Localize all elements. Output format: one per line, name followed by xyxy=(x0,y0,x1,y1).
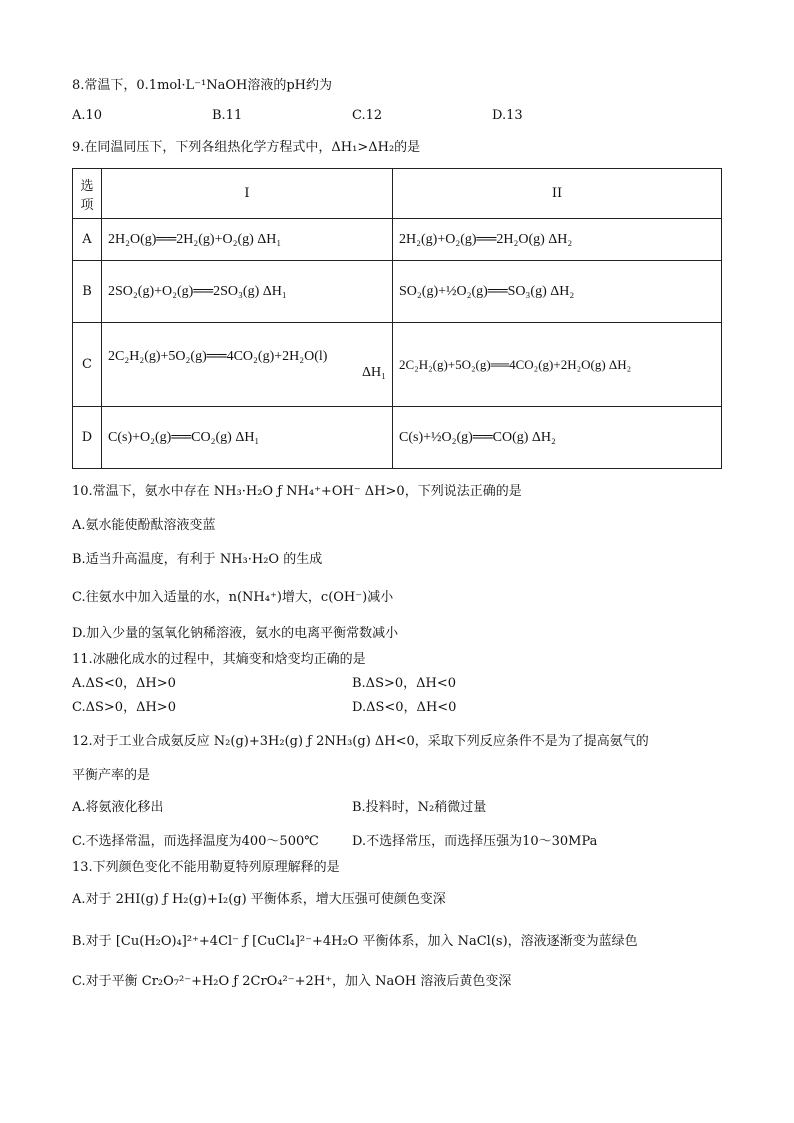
row-option: C xyxy=(73,323,102,407)
equation-text: C(s)+O₂(g)══CO₂(g) ΔH₁ xyxy=(108,429,260,445)
row-equation-II xyxy=(393,407,722,469)
q11-option-d: D.ΔS<0，ΔH<0 xyxy=(352,700,457,715)
row-equation-II xyxy=(393,219,722,261)
q10-option-a: A.氨水能使酚酞溶液变蓝 xyxy=(72,518,216,533)
equation-text: 2H₂O(g)══2H₂(g)+O₂(g) ΔH₁ xyxy=(108,231,282,247)
row-option: A xyxy=(73,219,102,261)
q11-option-c: C.ΔS>0，ΔH>0 xyxy=(72,700,176,715)
q10-option-b: B.适当升高温度，有利于 NH₃·H₂O 的生成 xyxy=(72,552,323,567)
q13-option-b: B.对于 [Cu(H₂O)₄]²⁺+4Cl⁻ ƒ [CuCl₄]²⁻+4H₂O 平衡体系，加入 NaCl(s)，溶液逐渐变为蓝绿色 xyxy=(72,934,638,949)
row-equation-I xyxy=(102,407,393,469)
equation-text: 2C₂H₂(g)+5O₂(g)══4CO₂(g)+2H₂O(l) xyxy=(108,348,328,364)
q10-stem: 10.常温下，氨水中存在 NH₃·H₂O ƒ NH₄⁺+OH⁻ ΔH>0，下列说法正确的是 xyxy=(72,484,522,499)
equation-text: 2C₂H₂(g)+5O₂(g)══4CO₂(g)+2H₂O(g) ΔH₂ xyxy=(399,356,632,372)
q8-option-a: A.10 xyxy=(72,108,103,123)
q8-option-c: C.12 xyxy=(352,108,383,123)
q8-stem: 8.常温下，0.1mol·L⁻¹NaOH溶液的pH约为 xyxy=(72,78,333,93)
equation-text: 2H₂(g)+O₂(g)══2H₂O(g) ΔH₂ xyxy=(399,231,573,247)
table-header-row xyxy=(73,169,722,219)
row-equation-I xyxy=(102,261,393,323)
row-option: D xyxy=(73,407,102,469)
equation-text: 2SO₂(g)+O₂(g)══2SO₃(g) ΔH₁ xyxy=(108,283,287,299)
equation-text: C(s)+½O₂(g)══CO(g) ΔH₂ xyxy=(399,429,556,445)
q8-option-b: B.11 xyxy=(212,108,243,123)
equation-text: SO₂(g)+½O₂(g)══SO₃(g) ΔH₂ xyxy=(399,283,575,299)
q10-option-c: C.往氨水中加入适量的水，n(NH₄⁺)增大，c(OH⁻)减小 xyxy=(72,590,394,605)
q12-option-b: B.投料时，N₂稍微过量 xyxy=(352,800,487,815)
q12-option-c: C.不选择常温，而选择温度为400～500℃ xyxy=(72,834,319,849)
table-row xyxy=(73,407,722,469)
q12-option-a: A.将氨液化移出 xyxy=(72,800,164,815)
q11-stem: 11.冰融化成水的过程中，其熵变和焓变均正确的是 xyxy=(72,652,366,667)
row-equation-I xyxy=(102,323,393,407)
row-equation-II xyxy=(393,323,722,407)
table-row xyxy=(73,219,722,261)
table-row xyxy=(73,323,722,407)
header-II: II xyxy=(393,169,722,219)
q12-option-d: D.不选择常压，而选择压强为10～30MPa xyxy=(352,834,598,849)
q9-table xyxy=(72,168,722,469)
q10-option-d: D.加入少量的氢氧化钠稀溶液，氨水的电离平衡常数减小 xyxy=(72,626,399,641)
table-row xyxy=(73,261,722,323)
header-I: I xyxy=(102,169,393,219)
q8-option-d: D.13 xyxy=(492,108,523,123)
q12-stem-line1: 12.对于工业合成氨反应 N₂(g)+3H₂(g) ƒ 2NH₃(g) ΔH<0，采取下列反应条件不是为了提高氨气的 xyxy=(72,734,649,749)
equation-dh: ΔH₁ xyxy=(362,364,386,380)
q13-option-a: A.对于 2HI(g) ƒ H₂(g)+I₂(g) 平衡体系，增大压强可使颜色变深 xyxy=(72,892,446,907)
q9-stem: 9.在同温同压下，下列各组热化学方程式中，ΔH₁>ΔH₂的是 xyxy=(72,140,421,155)
header-option: 选项 xyxy=(73,169,102,219)
row-equation-I xyxy=(102,219,393,261)
q13-option-c: C.对于平衡 Cr₂O₇²⁻+H₂O ƒ 2CrO₄²⁻+2H⁺，加入 NaOH 溶液后黄色变深 xyxy=(72,974,512,989)
row-equation-II xyxy=(393,261,722,323)
q11-option-a: A.ΔS<0，ΔH>0 xyxy=(72,676,176,691)
q13-stem: 13.下列颜色变化不能用勒夏特列原理解释的是 xyxy=(72,860,340,875)
q12-stem-line2: 平衡产率的是 xyxy=(72,768,151,783)
row-option: B xyxy=(73,261,102,323)
q11-option-b: B.ΔS>0，ΔH<0 xyxy=(352,676,457,691)
